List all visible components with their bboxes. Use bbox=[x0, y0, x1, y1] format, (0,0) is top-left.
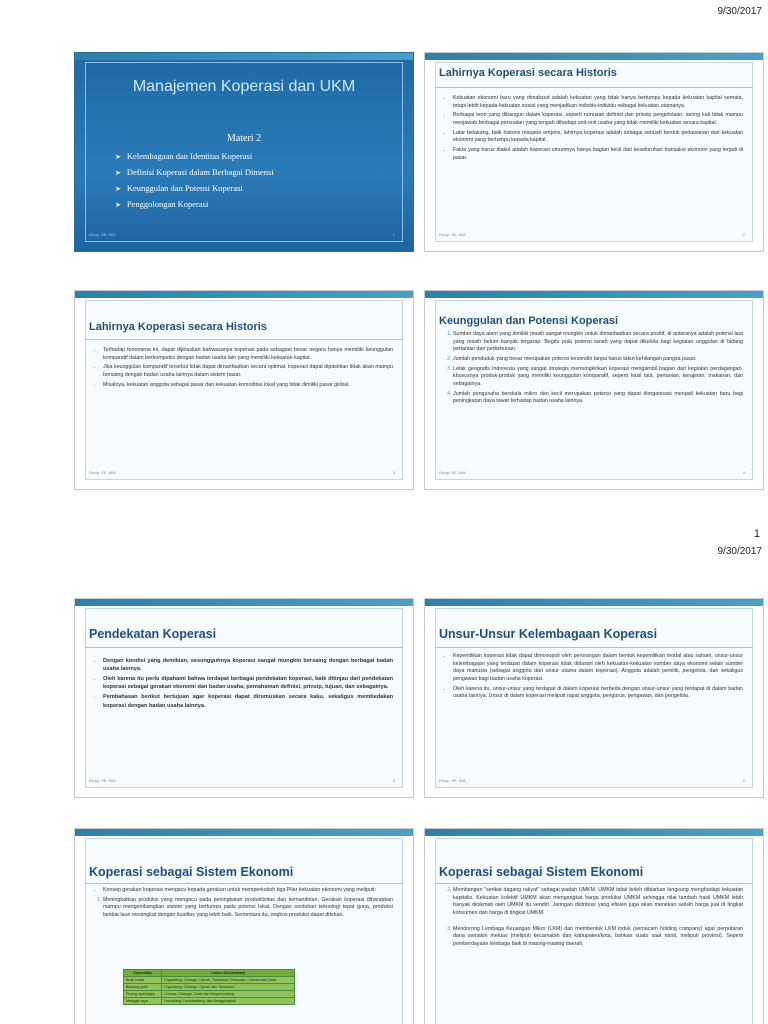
slide-top-bar bbox=[425, 599, 763, 606]
slide-footer: Ekuip, SE, MM bbox=[89, 778, 116, 783]
slide-number: 6 bbox=[742, 778, 745, 783]
numbered-item: 3. Letak geografis Indonesia yang sangat strategis memungkinkan koperasi mengambil bagian dari kegiatan perdagangan, khususnya produk-produk yang memiliki keunggulan komparatif, seperti hasil laut, pertanian, kerajinan, makanan, dan sebagainya. bbox=[453, 366, 743, 389]
numbered-item: 1. Sumber daya alam yang dimiliki masih sangat mungkin untuk dimanfaatkan secara positif, di antaranya adalah potensi laut yang masih belum banyak tergarap. Begitu pula potensi tanah yang dapat dikelola bagi kegiatan unggulan di bidang pertanian dan perkebunan. bbox=[453, 331, 743, 354]
numbered-item: 2. Jumlah penduduk yang besar merupakan potensi tersendiri tanpa harus takut kehilangan pangsa pasar. bbox=[453, 356, 743, 364]
slide-footer: Ekuip, SE, MM bbox=[439, 470, 466, 475]
slide-title: Koperasi sebagai Sistem Ekonomi bbox=[439, 865, 644, 879]
slide-top-bar bbox=[425, 53, 763, 60]
table-header: Lokasi (Kecamatan) bbox=[162, 970, 295, 977]
title-divider bbox=[435, 647, 753, 648]
slide-top-bar bbox=[425, 291, 763, 298]
slide-body bbox=[93, 657, 393, 712]
slide-top-bar bbox=[75, 829, 413, 836]
slide-title: Manajemen Koperasi dan UKM bbox=[132, 78, 356, 95]
slide-subtitle: Materi 2 bbox=[226, 133, 262, 144]
table-cell: Bawang putih bbox=[124, 984, 162, 991]
slide-6 bbox=[424, 598, 764, 798]
title-divider bbox=[85, 339, 403, 340]
slide-1 bbox=[74, 52, 414, 252]
slide-footer: Ekuip, SE, MM bbox=[439, 232, 466, 237]
slide-footer: Ekuip, SE, MM bbox=[439, 778, 466, 783]
numbered-item: 1. Meningkatkan produksi yang mengacu pada peningkatan produktivitas dan kemandirian. Gerakan koperasi diharapkan mampu mengembangkan sistem yang bertumpu pada potensi lokal. Dengan sentuhan teknologi tepat guna, produksi lambat laun meningkat dengan kualitas yang lebih baik. Sementara itu, ongkos produksi dapat ditekan. bbox=[103, 897, 393, 920]
bullet-item: • Pembahasan berikut bertujuan agar koperasi dapat dirumuskan secara kaku, sekaligus membedakan koperasi dengan badan usaha lainnya. bbox=[103, 693, 393, 709]
slide-top-bar bbox=[425, 829, 763, 836]
slide-number: 3 bbox=[392, 470, 395, 475]
slide-top-bar bbox=[75, 599, 413, 606]
page-number: 1 bbox=[753, 528, 760, 540]
slide-number: 1 bbox=[392, 232, 395, 237]
commodity-table bbox=[123, 969, 295, 1005]
slide-2 bbox=[424, 52, 764, 252]
numbered-item: 2. Membangun "serikat dagang rakyat" sebagai wadah UMKM. UMKM tidak boleh dibiarkan langsung menghadapi kekuatan kapitalis. Kekuatan kolektif UMKM akan mengangkat harga produksi UMKM sehingga nilai tambah hasil UMKM lebih banyak dinikmati oleh UMKM itu sendiri. Jaringan distribusi yang efisien juga akan menekan selisih harga jual di tingkat konsumen dan harga di tingkat UMKM. bbox=[453, 887, 743, 918]
slide-4 bbox=[424, 290, 764, 490]
slide-title: Lahirnya Koperasi secara Historis bbox=[89, 321, 267, 333]
slide-body bbox=[443, 887, 743, 951]
title-divider bbox=[85, 647, 403, 648]
title-divider bbox=[435, 883, 753, 884]
date-bottom: 9/30/2017 bbox=[717, 546, 762, 557]
topic-list bbox=[115, 151, 274, 215]
slide-footer: Ekuip, SE, MM bbox=[89, 232, 116, 237]
slide-title: Keunggulan dan Potensi Koperasi bbox=[439, 315, 619, 327]
slide-number: 4 bbox=[742, 470, 745, 475]
bullet-item: • Misalnya, kekuatan anggota sebagai pasar dan kekuatan komoditas lokal yang tidak dimiliki pasar global. bbox=[103, 382, 393, 390]
bullet-item: • Kekuatan ekonomi baru yang dimaksud adalah kekuatan yang tidak hanya bertumpu kepada kekuatan kapital semata, tetapi lebih kepada kekuatan sosial yang menjadikan individu-individu sebagai kekuatan utamanya. bbox=[453, 95, 743, 110]
slide-footer: Ekuip, SE, MM bbox=[89, 470, 116, 475]
slide-top-bar bbox=[75, 291, 413, 298]
date-top: 9/30/2017 bbox=[717, 6, 762, 17]
bullet-item: • Jika keunggulan komparatif tersebut tidak dapat dimanfaatkan secara optimal, koperasi dapat dipastikan tidak akan mampu bersaing dengan badan usaha lainnya dalam sistem pasar. bbox=[103, 364, 393, 379]
table-cell: Pisang raja/nagka bbox=[124, 991, 162, 998]
slide-title: Lahirnya Koperasi secara Historis bbox=[439, 67, 617, 79]
bullet-item: • Berbagai teori yang dibangun dalam koperasi, seperti rumusan definisi dan prinsip pengelolaan, sering kali tidak mampu menjawab berbagai persoalan yang tengah dihadapi unit-unit usaha yang tidak memiliki kekuatan secara kapital. bbox=[453, 112, 743, 127]
topic-item: ➤ Kelembagaan dan Identitas Koperasi bbox=[115, 151, 274, 161]
slide-title: Pendekatan Koperasi bbox=[89, 627, 217, 641]
bullet-item: • Konsep gerakan koperasi mengacu kepada gerakan untuk memperkokoh tiga Pilar kekuatan ekonomi yang meliputi: bbox=[103, 887, 393, 895]
table-row bbox=[124, 991, 295, 998]
slide-8 bbox=[424, 828, 764, 1024]
table-header: Komoditas bbox=[124, 970, 162, 977]
slide-body bbox=[443, 95, 743, 164]
table-cell: Leuwiliang, Leuwisadeng, dan Nanggungsari bbox=[162, 998, 295, 1005]
bullet-item: • Fakta yang harus diakui adalah koperasi umumnya hanya bagian kecil dari keseluruhan transaksi ekonomi yang terjadi di pasar. bbox=[453, 147, 743, 162]
bullet-item: • Oleh karena itu, unsur-unsur yang terdapat di dalam koperasi berbeda dengan unsur-unsur yang terdapat di dalam badan usaha lainnya. Unsur di dalam koperasi meliputi rapat anggota, pengurus, pengawas, dan pengelola. bbox=[453, 686, 743, 701]
table-row bbox=[124, 998, 295, 1005]
table-cell: Cigandeng, Cikanga, Cijeruk dan Tamansari bbox=[162, 984, 295, 991]
slide-number: 2 bbox=[742, 232, 745, 237]
table-cell: Buah lontar bbox=[124, 977, 162, 984]
slide-7 bbox=[74, 828, 414, 1024]
slide-number: 5 bbox=[392, 778, 395, 783]
slide-3 bbox=[74, 290, 414, 490]
table-row bbox=[124, 977, 295, 984]
topic-item: ➤ Keunggulan dan Potensi Koperasi bbox=[115, 183, 274, 193]
bullet-item: • Terhadap fenomena ini, dapat dijelaskan bahwasanya koperasi pada sebagian besar negara hanya memiliki keunggulan komparatif dalam berkompetisi dengan badan usaha lain yang memiliki kekuatan kapital. bbox=[103, 347, 393, 362]
bullet-item: • Latar belakang, baik historis maupun empiris, lahirnya koperasi adalah sebagai sebuah bentuk perlawanan dari kekuatan ekonomi yang bertumpu kepada kapital. bbox=[453, 130, 743, 145]
title-divider bbox=[435, 87, 753, 88]
slide-body bbox=[443, 653, 743, 703]
title-divider bbox=[85, 883, 403, 884]
bullet-item: • Kepemilikan koperasi tidak dapat dimonopoli oleh perorangan dalam bentuk kepemilikan modal atau saham, unsur-unsur kelembagaan yang terdapat dalam koperasi tidak didasari oleh kekuatan-kekuatan sumber daya ekonomi selain sumber daya manusia (sebagai anggota dan unsur utama dalam koperasi). Anggota adalah pemilik, pengelola, dan sekaligus pengawas bagi badan usaha koperasi. bbox=[453, 653, 743, 684]
slide-title: Koperasi sebagai Sistem Ekonomi bbox=[89, 865, 294, 879]
slide-body bbox=[93, 887, 393, 922]
bullet-item: • Oleh karena itu perlu dipahami bahwa terdapat berbagai pendekatan koperasi, baik ditinjau dari pendekatan koperasi sebagai gerakan ekonomi dan badan usaha, pemahaman definisi, prinsip, tujuan, dan sebagainya. bbox=[103, 675, 393, 691]
table-row bbox=[124, 984, 295, 991]
slide-body bbox=[443, 331, 743, 408]
slide-5 bbox=[74, 598, 414, 798]
slide-body bbox=[93, 347, 393, 391]
slide-title: Unsur-Unsur Kelembagaan Koperasi bbox=[439, 627, 658, 641]
table-cell: Manggis raya bbox=[124, 998, 162, 1005]
table-cell: Ciomas, Cikanga, Ciawi dan Megamendung bbox=[162, 991, 295, 998]
numbered-item: 3. Mendorong Lembaga Keuangan Mikro (LKM) dan membentuk LKM induk (semacam holding company) agar perputaran dana semakin meluas (meliputi kecamatan dan kabupaten/kota, bahkan suatu saat nanti, meliputi provinsi). Seperti pemberdayaan lembaga baik di masing-masing daerah. bbox=[453, 926, 743, 949]
bullet-item: • Dengan kondisi yang demikian, sesungguhnya koperasi sangat mungkin bersaing dengan berbagai badan usaha lainnya. bbox=[103, 657, 393, 673]
slide-top-bar bbox=[75, 53, 413, 60]
topic-item: ➤ Definisi Koperasi dalam Berbagai Dimensi bbox=[115, 167, 274, 177]
table-cell: Cigandeng, Cikanga, Cijeruk, Tamansari, Dramaga, Ciomas dan Ciawi bbox=[162, 977, 295, 984]
topic-item: ➤ Penggolongan Koperasi bbox=[115, 199, 274, 209]
numbered-item: 4. Jumlah pengusaha berskala mikro dan kecil merupakan potensi yang dapat diorganisasi menjadi kekuatan baru bagi peningkatan daya tawar terhadap badan usaha lainnya. bbox=[453, 391, 743, 406]
